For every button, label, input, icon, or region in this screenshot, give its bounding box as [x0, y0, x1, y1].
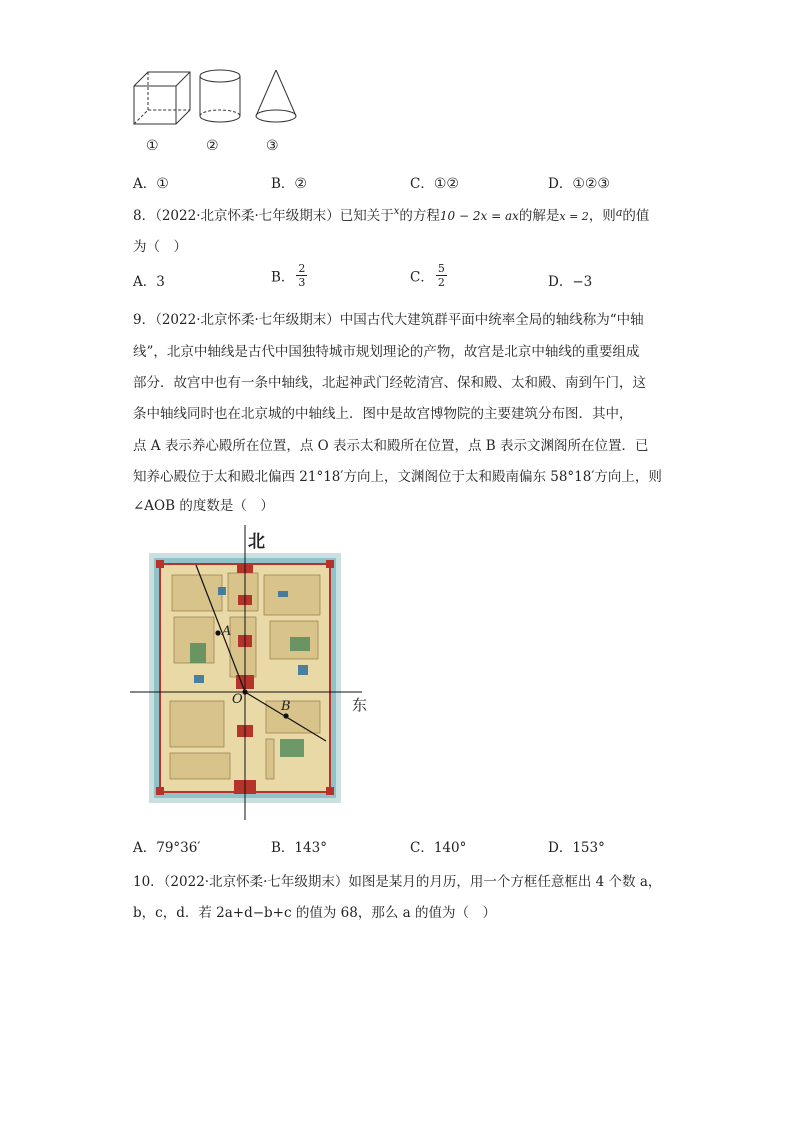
q9-stem-line: 知养心殿位于太和殿北偏西 21°18′方向上，文渊阁位于太和殿南偏东 58°18′方向上，则	[133, 469, 662, 485]
cube-figure	[134, 72, 190, 124]
q8-option-d[interactable]: D．−3	[548, 274, 593, 290]
q9-stem-line: 部分．故宫中也有一条中轴线，北起神武门经乾清宫、保和殿、太和殿、南到午门，这	[133, 375, 646, 391]
solid-label-3: ③	[266, 138, 279, 154]
q10-stem-line-1: 10．（2022·北京怀柔·七年级期末）如图是某月的月历，用一个方框任意框出 4 个数 a，	[133, 874, 662, 890]
east-label: 东	[352, 696, 368, 714]
solid-label-1: ①	[146, 138, 159, 154]
label-a: A	[222, 624, 232, 639]
q9-stem-line: 线”，北京中轴线是古代中国独特城市规划理论的产物，故宫是北京中轴线的重要组成	[133, 344, 640, 360]
north-label: 北	[248, 532, 265, 552]
q8-option-a[interactable]: A．3	[133, 274, 165, 290]
q8-stem-line-2: 为（ ）	[133, 239, 187, 255]
solid-figures	[128, 66, 308, 132]
q9-stem-line: 条中轴线同时也在北京城的中轴线上．图中是故宫博物院的主要建筑分布图．其中，	[133, 406, 633, 422]
q8-option-c[interactable]: C． $\frac{5}{2}$	[410, 262, 445, 289]
label-o: O	[232, 692, 243, 707]
q9-option-c[interactable]: C．140°	[410, 840, 467, 856]
cone-figure	[256, 70, 296, 122]
forbidden-city-map	[130, 525, 375, 820]
q8-stem-line-1: 8．（2022·北京怀柔·七年级期末）已知关于$^x$的方程10 − 2x = ax的解是x = 2，则$^a$的值	[133, 206, 650, 224]
q7-option-a[interactable]: A．①	[133, 176, 169, 192]
point-b	[283, 713, 288, 718]
q7-option-c[interactable]: C．①②	[410, 176, 459, 192]
q7-option-b[interactable]: B．②	[271, 176, 307, 192]
q10-stem-line-2: b，c，d．若 2a+d−b+c 的值为 68，那么 a 的值为（ ）	[133, 905, 496, 921]
q9-stem-line: 点 A 表示养心殿所在位置，点 O 表示太和殿所在位置，点 B 表示文渊阁所在位置．已	[133, 438, 649, 454]
q8-option-b[interactable]: B． $\frac{2}{3}$	[271, 262, 306, 289]
q9-option-a[interactable]: A．79°36′	[133, 840, 201, 856]
q9-option-d[interactable]: D．153°	[548, 840, 605, 856]
map-svg	[130, 525, 375, 820]
label-b: B	[281, 699, 291, 714]
point-a	[215, 630, 220, 635]
solid-label-2: ②	[206, 138, 219, 154]
q9-option-b[interactable]: B．143°	[271, 840, 327, 856]
fraction-five-halves: $\frac{5}{2}$	[437, 262, 445, 289]
q9-stem-line: 9．（2022·北京怀柔·七年级期末）中国古代大建筑群平面中统率全局的轴线称为“中轴	[133, 312, 644, 328]
fraction-two-thirds: $\frac{2}{3}$	[298, 262, 306, 289]
cylinder-figure	[200, 70, 240, 122]
q9-stem-line: ∠AOB 的度数是（ ）	[133, 498, 274, 514]
point-o	[242, 689, 247, 694]
q7-option-d[interactable]: D．①②③	[548, 176, 610, 192]
